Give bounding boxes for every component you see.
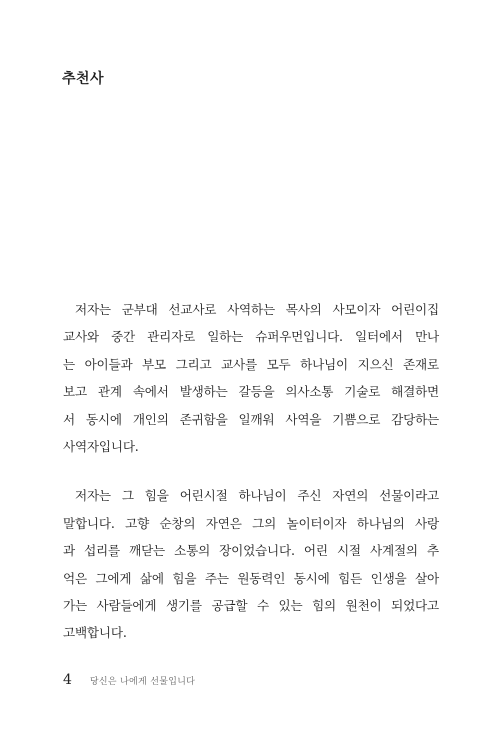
paragraph-line: 가는 사람들에게 생기를 공급할 수 있는 힘의 원천이 되었다고 bbox=[63, 597, 439, 613]
paragraph-1 bbox=[63, 296, 439, 460]
paragraph-line: 과 섭리를 깨닫는 소통의 장이었습니다. 어린 시절 사계절의 추 bbox=[63, 543, 439, 559]
paragraph-line: 저자는 그 힘을 어린시절 하나님이 주신 자연의 선물이라고 bbox=[75, 488, 439, 504]
paragraph-line: 고백합니다. bbox=[63, 625, 127, 641]
paragraph-line: 말합니다. 고향 순창의 자연은 그의 놀이터이자 하나님의 사랑 bbox=[63, 515, 439, 531]
page-footer bbox=[63, 672, 195, 692]
paragraph-line: 는 아이들과 부모 그리고 교사를 모두 하나님이 지으신 존재로 bbox=[63, 356, 439, 372]
page-number: 4 bbox=[63, 672, 72, 688]
running-title: 당신은 나에게 선물입니다 bbox=[89, 677, 196, 687]
paragraph-2 bbox=[63, 482, 439, 646]
paragraph-line: 사역자입니다. bbox=[63, 438, 139, 454]
paragraph-line: 서 동시에 개인의 존귀함을 일깨워 사역을 기쁨으로 감당하는 bbox=[63, 411, 439, 427]
paragraph-line: 억은 그에게 삶에 힘을 주는 원동력인 동시에 힘든 인생을 살아 bbox=[63, 570, 439, 586]
paragraph-line: 교사와 중간 관리자로 일하는 슈퍼우먼입니다. 일터에서 만나 bbox=[63, 329, 439, 345]
paragraph-line: 보고 관계 속에서 발생하는 갈등을 의사소통 기술로 해결하면 bbox=[63, 384, 439, 400]
paragraph-line: 저자는 군부대 선교사로 사역하는 목사의 사모이자 어린이집 bbox=[75, 302, 439, 317]
body-text bbox=[63, 296, 439, 669]
section-title: 추천사 bbox=[62, 71, 105, 87]
